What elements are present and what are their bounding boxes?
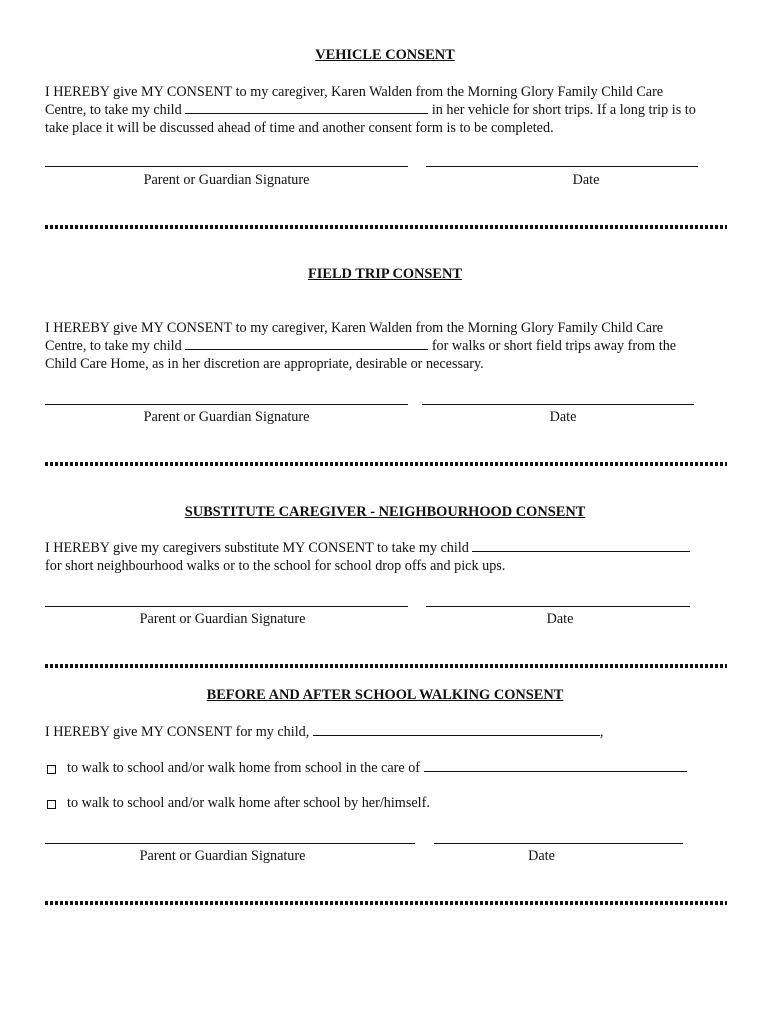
- vehicle-date-line[interactable]: [426, 166, 698, 167]
- section-divider: [45, 901, 727, 905]
- field-trip-date-line[interactable]: [422, 404, 694, 405]
- substitute-text-line-2: for short neighbourhood walks or to the school for school drop offs and pick ups.: [45, 558, 506, 574]
- field-trip-text-line-3: Child Care Home, as in her discretion are appropriate, desirable or necessary.: [45, 356, 484, 372]
- walking-consent-title: BEFORE AND AFTER SCHOOL WALKING CONSENT: [206, 687, 564, 703]
- substitute-consent-text: [45, 539, 735, 575]
- vehicle-consent-title: VEHICLE CONSENT: [315, 47, 455, 63]
- field-trip-text-line-2a: Centre, to take my child: [45, 338, 182, 354]
- substitute-consent-title: SUBSTITUTE CAREGIVER - NEIGHBOURHOOD CONSENT: [184, 504, 586, 520]
- vehicle-text-line-3: take place it will be discussed ahead of time and another consent form is to be completed.: [45, 120, 554, 136]
- section-divider: [45, 225, 727, 229]
- substitute-date-label: Date: [546, 611, 574, 627]
- walk-with-caregiver-checkbox[interactable]: [47, 765, 56, 774]
- vehicle-text-line-2b: in her vehicle for short trips. If a long trip is to: [431, 102, 696, 118]
- vehicle-text-line-2a: Centre, to take my child: [45, 102, 182, 118]
- walking-text-line-1: I HEREBY give MY CONSENT for my child,: [45, 724, 310, 740]
- walking-option-2: to walk to school and/or walk home after school by her/himself.: [67, 795, 430, 811]
- substitute-signature-line[interactable]: [45, 606, 408, 607]
- walk-alone-checkbox[interactable]: [47, 800, 56, 809]
- walking-option-1-text: to walk to school and/or walk home from school in the care of: [67, 760, 421, 776]
- field-trip-child-name-blank[interactable]: [185, 337, 428, 350]
- field-trip-text-line-2: [45, 337, 735, 355]
- walking-signature-label: Parent or Guardian Signature: [139, 848, 306, 864]
- substitute-signature-label: Parent or Guardian Signature: [139, 611, 306, 627]
- field-trip-signature-label: Parent or Guardian Signature: [143, 409, 310, 425]
- field-trip-consent-text: [45, 319, 735, 373]
- vehicle-signature-label: Parent or Guardian Signature: [143, 172, 310, 188]
- walking-consent-line-1: [45, 723, 735, 741]
- field-trip-consent-title: FIELD TRIP CONSENT: [307, 266, 463, 282]
- walking-date-line[interactable]: [434, 843, 683, 844]
- field-trip-text-line-1: I HEREBY give MY CONSENT to my caregiver, Karen Walden from the Morning Glory Family Child Care: [45, 320, 664, 336]
- walking-date-label: Date: [528, 848, 555, 864]
- walking-option-1: [67, 759, 747, 777]
- substitute-date-line[interactable]: [426, 606, 690, 607]
- walking-signature-line[interactable]: [45, 843, 415, 844]
- field-trip-date-label: Date: [549, 409, 577, 425]
- section-divider: [45, 462, 727, 466]
- walking-caregiver-name-blank[interactable]: [424, 759, 687, 772]
- substitute-text-line-1a: I HEREBY give my caregivers substitute MY CONSENT to take my child: [45, 540, 469, 556]
- vehicle-child-name-blank[interactable]: [185, 101, 428, 114]
- substitute-text-line-1: [45, 539, 735, 557]
- field-trip-signature-line[interactable]: [45, 404, 408, 405]
- substitute-child-name-blank[interactable]: [472, 539, 690, 552]
- vehicle-signature-line[interactable]: [45, 166, 408, 167]
- field-trip-text-line-2b: for walks or short field trips away from the: [431, 338, 677, 354]
- walking-text-comma: ,: [599, 724, 604, 740]
- vehicle-text-line-1: I HEREBY give MY CONSENT to my caregiver, Karen Walden from the Morning Glory Family Child Care: [45, 84, 664, 100]
- walking-child-name-blank[interactable]: [313, 723, 600, 736]
- section-divider: [45, 664, 727, 668]
- vehicle-text-line-2: [45, 101, 735, 119]
- vehicle-date-label: Date: [572, 172, 600, 188]
- vehicle-consent-text: [45, 83, 735, 137]
